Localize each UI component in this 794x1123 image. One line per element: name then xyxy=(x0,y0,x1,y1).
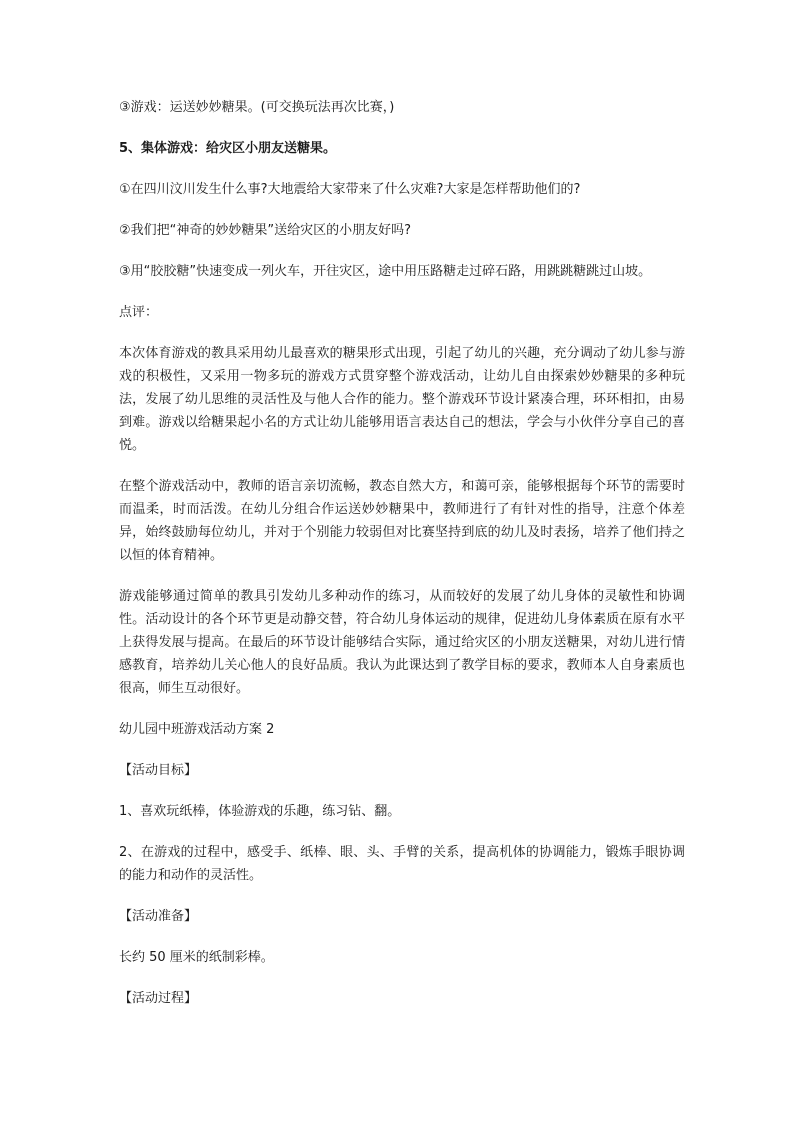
heading-activity-preparation: 【活动准备】 xyxy=(119,909,198,924)
heading-activity-goals: 【活动目标】 xyxy=(119,763,198,778)
section-title-plan-2: 幼儿园中班游戏活动方案 2 xyxy=(119,722,275,737)
heading-collective-game: 5、集体游戏：给灾区小朋友送糖果。 xyxy=(119,141,337,156)
paragraph-review-3: 游戏能够通过简单的教具引发幼儿多种动作的练习，从而较好的发展了幼儿身体的灵敏性和协调性。活动设计的各个环节更是动静交替，符合幼儿身体运动的规律，促进幼儿身体素质在原有水平上获得发展与提高。在最后的环节设计能够结合实际，通过给灾区的小朋友送糖果，对幼儿进行情感教育，培养幼儿关心他人的良好品质。我认为此课达到了教学目标的要求，教师本人自身素质也很高，师生互动很好。 xyxy=(119,589,685,696)
paragraph-preparation: 长约 50 厘米的纸制彩棒。 xyxy=(119,950,274,965)
paragraph-train-game: ③用“胶胶糖”快速变成一列火车，开往灾区，途中用压路糖走过碎石路，用跳跳糖跳过山坡。 xyxy=(119,264,652,279)
paragraph-goal-1: 1、喜欢玩纸棒，体验游戏的乐趣，练习钻、翻。 xyxy=(119,804,401,819)
paragraph-question-2: ②我们把“神奇的妙妙糖果”送给灾区的小朋友好吗? xyxy=(119,223,412,238)
paragraph-question-1: ①在四川汶川发生什么事?大地震给大家带来了什么灾难?大家是怎样帮助他们的? xyxy=(119,182,581,197)
paragraph-review-1: 本次体育游戏的教具采用幼儿最喜欢的糖果形式出现，引起了幼儿的兴趣，充分调动了幼儿参与游戏的积极性，又采用一物多玩的游戏方式贯穿整个游戏活动，让幼儿自由探索妙妙糖果的多种玩法，发展了幼儿思维的灵活性及与他人合作的能力。整个游戏环节设计紧凑合理，环环相扣，由易到难。游戏以给糖果起小名的方式让幼儿能够用语言表达自己的想法，学会与小伙伴分享自己的喜悦。 xyxy=(119,346,685,453)
paragraph-goal-2: 2、在游戏的过程中，感受手、纸棒、眼、头、手臂的关系，提高机体的协调能力，锻炼手眼协调的能力和动作的灵活性。 xyxy=(119,845,685,883)
paragraph-review-2: 在整个游戏活动中，教师的语言亲切流畅，教态自然大方，和蔼可亲，能够根据每个环节的需要时而温柔，时而活泼。在幼儿分组合作运送妙妙糖果中，教师进行了有针对性的指导，注意个体差异，始终鼓励每位幼儿，并对于个别能力较弱但对比赛坚持到底的幼儿及时表扬，培养了他们持之以恒的体育精神。 xyxy=(119,479,685,563)
document-page xyxy=(119,96,685,1028)
heading-review: 点评： xyxy=(119,305,159,320)
paragraph-game-3: ③游戏：运送妙妙糖果。(可交换玩法再次比赛，) xyxy=(119,100,395,115)
heading-activity-process: 【活动过程】 xyxy=(119,991,198,1006)
